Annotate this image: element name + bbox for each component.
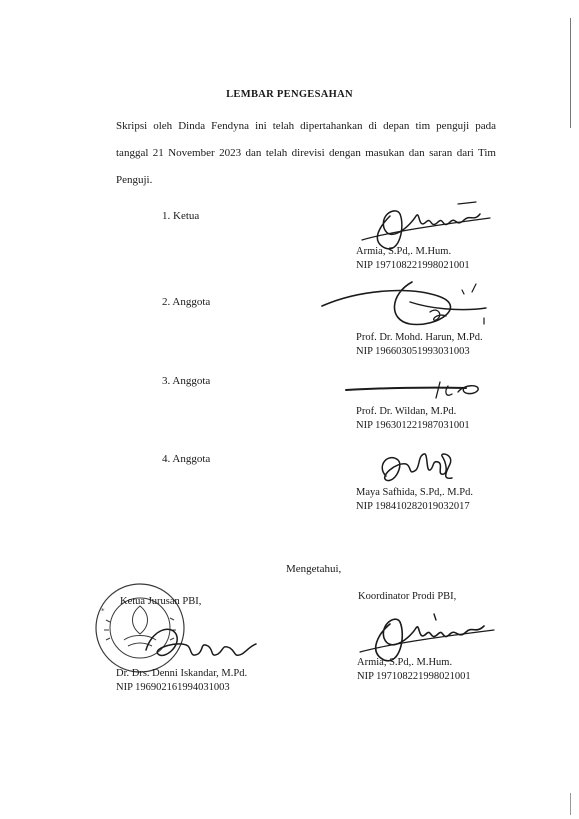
left-approver-role: Ketua Jurusan PBI, (120, 596, 202, 607)
examiner-2-block (356, 331, 483, 359)
examiner-1-nip: NIP 197108221998021001 (356, 260, 470, 271)
examiner-4-nip: NIP 198410282019032017 (356, 501, 470, 512)
right-approver-block (357, 656, 471, 684)
left-approver-nip: NIP 196902161994031003 (116, 682, 230, 693)
right-approver-name: Armia, S.Pd,. M.Hum. (357, 657, 453, 668)
examiner-3-nip: NIP 196301221987031001 (356, 420, 470, 431)
examiner-2-role: 2. Anggota (162, 296, 211, 308)
signature-2 (318, 272, 498, 334)
signature-left-approver (140, 620, 260, 668)
approval-paragraph (116, 113, 496, 194)
signature-3 (340, 378, 490, 408)
examiner-1-role: 1. Ketua (162, 210, 200, 222)
examiner-4-block (356, 486, 473, 514)
right-approver-nip: NIP 197108221998021001 (357, 671, 471, 682)
examiner-2-nip: NIP 196603051993031003 (356, 346, 470, 357)
examiner-4-role: 4. Anggota (162, 453, 211, 465)
examiner-3-role: 3. Anggota (162, 375, 211, 387)
paragraph-line-1: Skripsi oleh Dinda Fendyna ini telah dipertahankan di depan tim penguji pada (116, 120, 496, 132)
signature-4 (372, 446, 462, 488)
paragraph-line-2: tanggal 21 November 2023 dan telah direvisi dengan masukan dan saran dari Tim (116, 147, 496, 159)
examiner-4-name: Maya Safhida, S.Pd,. M.Pd. (356, 487, 473, 498)
examiner-1-name: Armia, S.Pd,. M.Hum. (356, 246, 452, 257)
paragraph-line-3: Penguji. (116, 174, 153, 186)
page-title: LEMBAR PENGESAHAN (226, 89, 353, 100)
page-edge-line (570, 18, 571, 128)
examiner-3-block (356, 405, 470, 433)
page-edge-line-bottom (570, 793, 571, 815)
examiner-2-name: Prof. Dr. Mohd. Harun, M.Pd. (356, 332, 483, 343)
examiner-1-block (356, 245, 470, 273)
mengetahui-label: Mengetahui, (286, 563, 342, 575)
left-approver-block (116, 667, 247, 695)
right-approver-role: Koordinator Prodi PBI, (358, 591, 457, 602)
examiner-3-name: Prof. Dr. Wildan, M.Pd. (356, 406, 457, 417)
svg-text:*: * (101, 607, 105, 615)
left-approver-name: Dr. Drs. Denni Iskandar, M.Pd. (116, 668, 248, 679)
